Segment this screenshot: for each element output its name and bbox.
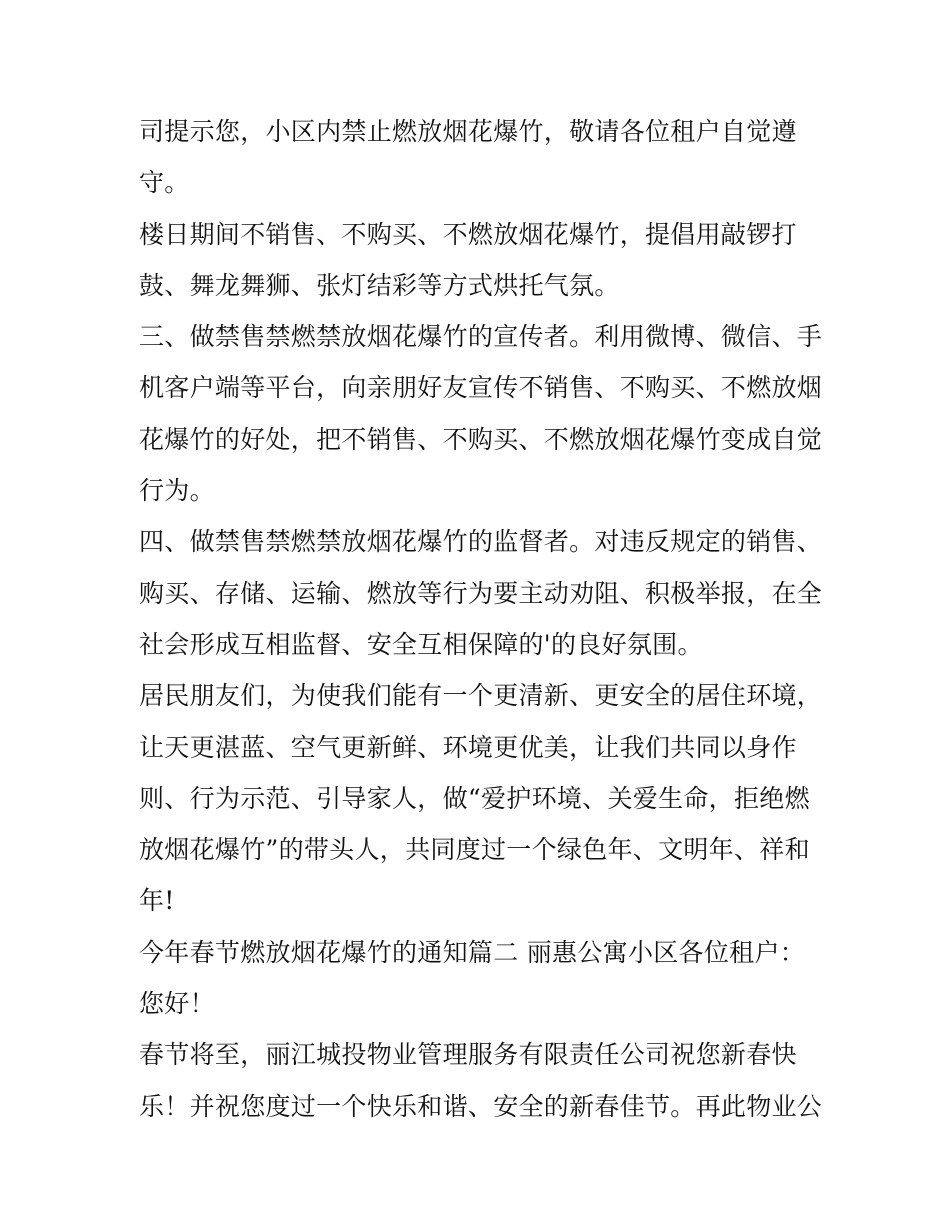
text-line: 购买、存储、运输、燃放等行为要主动劝阻、积极举报，在全 bbox=[139, 578, 823, 608]
text-line: 守。 bbox=[139, 168, 190, 198]
text-line: 机客户端等平台，向亲朋好友宣传不销售、不购买、不燃放烟 bbox=[139, 373, 823, 403]
text-line: 社会形成互相监督、安全互相保障的'的良好氛围。 bbox=[139, 629, 703, 659]
text-line: 今年春节燃放烟花爆竹的通知篇二 丽惠公寓小区各位租户： bbox=[139, 937, 806, 967]
text-line: 乐！并祝您度过一个快乐和谐、安全的新春佳节。再此物业公 bbox=[139, 1091, 823, 1121]
text-line: 楼日期间不销售、不购买、不燃放烟花爆竹，提倡用敲锣打 bbox=[139, 219, 797, 249]
document-body bbox=[139, 106, 823, 1132]
text-line: 您好！ bbox=[139, 989, 215, 1019]
text-line: 司提示您，小区内禁止燃放烟花爆竹，敬请各位租户自觉遵 bbox=[139, 117, 797, 146]
text-line: 年! bbox=[139, 886, 175, 916]
text-line: 鼓、舞龙舞狮、张灯结彩等方式烘托气氛。 bbox=[139, 270, 620, 300]
text-line: 放烟花爆竹”的带头人，共同度过一个绿色年、文明年、祥和 bbox=[139, 835, 810, 865]
text-line: 四、做禁售禁燃禁放烟花爆竹的监督者。对违反规定的销售、 bbox=[139, 527, 823, 557]
text-line: 让天更湛蓝、空气更新鲜、环境更优美，让我们共同以身作 bbox=[139, 732, 797, 762]
text-line: 花爆竹的好处，把不销售、不购买、不燃放烟花爆竹变成自觉 bbox=[139, 424, 823, 454]
text-line: 行为。 bbox=[139, 476, 215, 506]
text-line: 三、做禁售禁燃禁放烟花爆竹的宣传者。利用微博、微信、手 bbox=[139, 322, 823, 352]
text-line: 春节将至，丽江城投物业管理服务有限责任公司祝您新春快 bbox=[139, 1040, 797, 1070]
text-line: 则、行为示范、引导家人，做“爱护环境、关爱生命，拒绝燃 bbox=[139, 783, 810, 813]
text-line: 居民朋友们，为使我们能有一个更清新、更安全的居住环境， bbox=[139, 681, 823, 711]
